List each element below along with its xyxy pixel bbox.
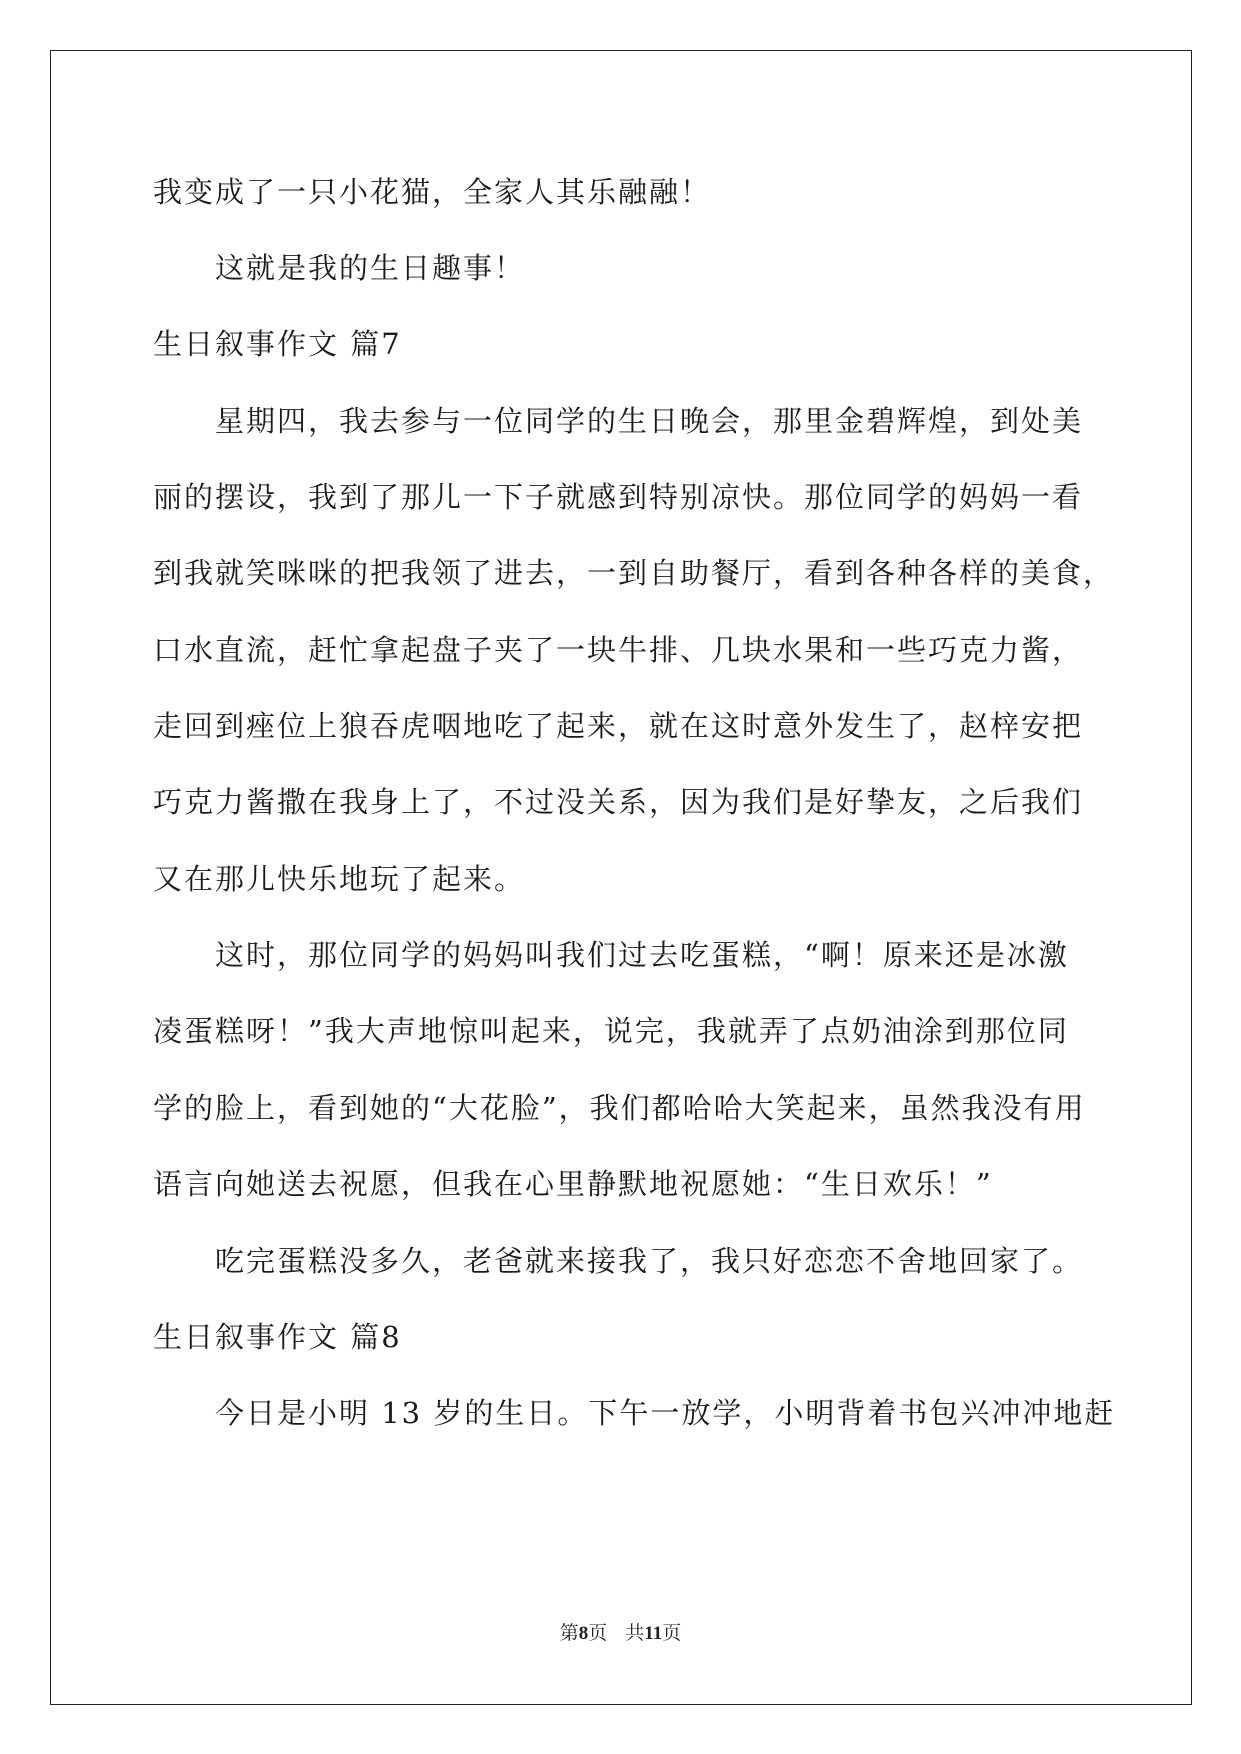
text-line: 语言向她送去祝愿，但我在心里静默地祝愿她：“生日欢乐！” [153, 1167, 993, 1201]
text-line: 吃完蛋糕没多久，老爸就来接我了，我只好恋恋不舍地回家了。 [215, 1244, 1084, 1278]
text-line: 口水直流，赶忙拿起盘子夹了一块牛排、几块水果和一些巧克力酱， [153, 633, 1084, 667]
page-current: 8 [578, 1623, 589, 1644]
text-line: 又在那儿快乐地玩了起来。 [153, 862, 526, 896]
text-line: 我变成了一只小花猫，全家人其乐融融！ [153, 175, 712, 209]
total-unit: 页 [662, 1623, 682, 1644]
text-line: 这就是我的生日趣事！ [215, 251, 526, 285]
page-unit: 页 [588, 1623, 608, 1644]
page-total: 11 [644, 1623, 663, 1644]
text-line: 今日是小明 13 岁的生日。下午一放学，小明背着书包兴冲冲地赶 [215, 1396, 1116, 1430]
page-prefix: 第 [559, 1623, 579, 1644]
section-heading: 生日叙事作文 篇8 [153, 1320, 402, 1354]
section-heading: 生日叙事作文 篇7 [153, 327, 402, 361]
total-prefix: 共 [625, 1623, 645, 1644]
text-line: 巧克力酱撒在我身上了，不过没关系，因为我们是好挚友，之后我们 [153, 785, 1084, 819]
text-line: 走回到痤位上狼吞虎咽地吃了起来，就在这时意外发生了，赵梓安把 [153, 709, 1084, 743]
page-footer [0, 1618, 1241, 1645]
text-line: 丽的摆设，我到了那儿一下子就感到特别凉快。那位同学的妈妈一看 [153, 480, 1084, 514]
text-line: 学的脸上，看到她的“大花脸”，我们都哈哈大笑起来，虽然我没有用 [153, 1091, 1086, 1125]
text-line: 凌蛋糕呀！”我大声地惊叫起来，说完，我就弄了点奶油涂到那位同 [153, 1014, 1069, 1048]
text-line: 星期四，我去参与一位同学的生日晚会，那里金碧辉煌，到处美 [215, 404, 1084, 438]
text-line: 到我就笑咪咪的把我领了进去，一到自助餐厅，看到各种各样的美食， [153, 556, 1115, 590]
text-line: 这时，那位同学的妈妈叫我们过去吃蛋糕，“啊！原来还是冰激 [215, 938, 1069, 972]
